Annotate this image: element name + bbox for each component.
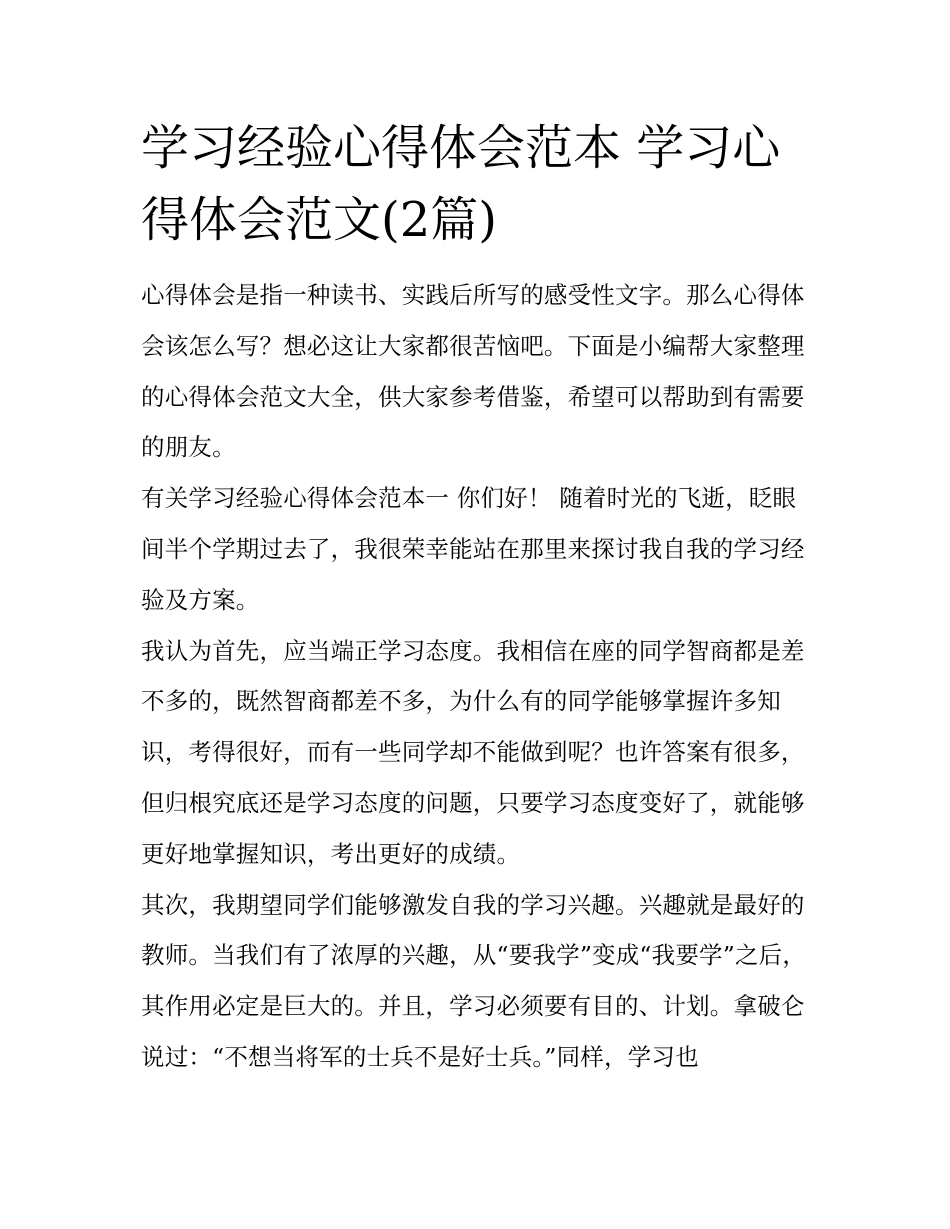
document-body [141,270,813,1083]
document-title: 学习经验心得体会范本 学习心得体会范文(2篇) [141,120,781,248]
paragraph-learning-interest: 其次，我期望同学们能够激发自我的学习兴趣。兴趣就是最好的教师。当我们有了浓厚的兴趣，从“要我学”变成“我要学”之后，其作用必定是巨大的。并且，学习必须要有目的、计划。拿破仑说过：“不想当将军的士兵不是好士兵。”同样，学习也 [141,890,807,1071]
document-content [141,112,813,1083]
paragraph-intro: 心得体会是指一种读书、实践后所写的感受性文字。那么心得体会该怎么写？想必这让大家都很苦恼吧。下面是小编帮大家整理的心得体会范文大全，供大家参考借鉴，希望可以帮助到有需要的朋友。 [141,281,805,462]
paragraph-sample-one-opening: 有关学习经验心得体会范本一 你们好！ 随着时光的飞逝，眨眼间半个学期过去了，我很荣幸能站在那里来探讨我自我的学习经验及方案。 [141,484,805,614]
paragraph-learning-attitude: 我认为首先，应当端正学习态度。我相信在座的同学智商都是差不多的，既然智商都差不多，为什么有的同学能够掌握许多知识，考得很好，而有一些同学却不能做到呢？也许答案有很多，但归根究底还是学习态度的问题，只要学习态度变好了，就能够更好地掌握知识，考出更好的成绩。 [141,636,805,868]
